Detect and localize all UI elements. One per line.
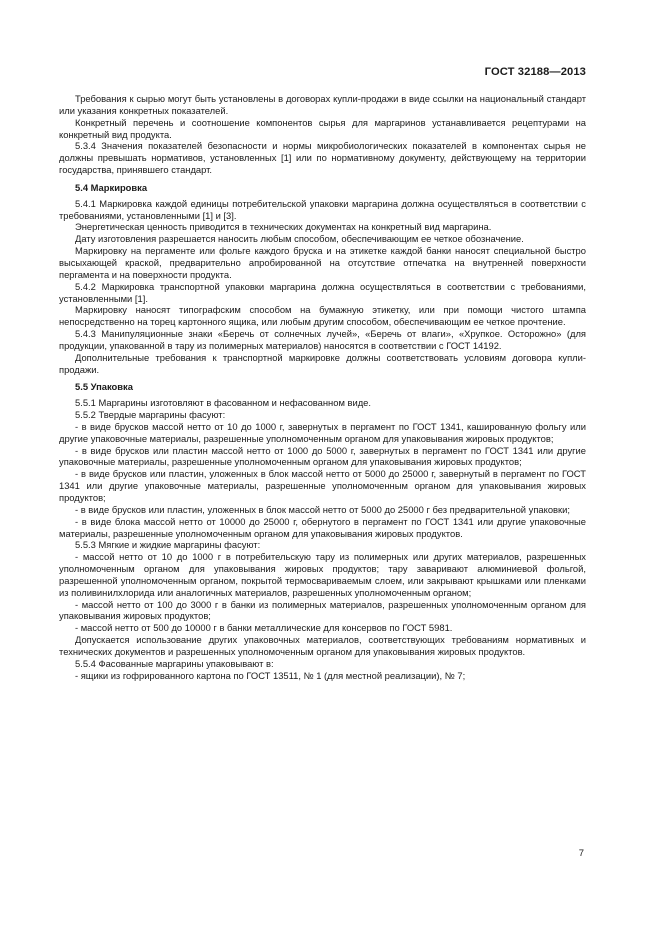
paragraph: 5.5.3 Мягкие и жидкие маргарины фасуют: bbox=[75, 539, 261, 551]
paragraph: Конкретный перечень и соотношение компонентов сырья для маргаринов устанавливается рецептурами на конкретный вид продукта. bbox=[59, 116, 586, 140]
paragraph: Допускается использование других упаковочных материалов, соответствующих требованиям нормативных и технических документов и разрешенных уполномоченным органом для упаковывания жировых продуктов. bbox=[59, 634, 586, 657]
paragraph: 5.4.1 Маркировка каждой единицы потребительской упаковки маргарина должна осуществляться в соответствии с требованиями, установленными [1] и [3]. bbox=[59, 197, 586, 221]
paragraph: Маркировку на пергаменте или фольге каждого бруска и на этикетке каждой банки наносят специальной быстро высыхающей краской, предварительно апробированной на отсутствие отпечатка на внутренней поверхности пергамента и на поверхности продукта. bbox=[59, 245, 586, 280]
paragraph: 5.4.3 Манипуляционные знаки «Беречь от солнечных лучей», «Беречь от влаги», «Хрупкое. Осторожно» (для продукции, упакованной в тару из полимерных материалов) наносятся в соответствии с ГОСТ 14192. bbox=[59, 328, 586, 351]
list-item: - в виде брусков или пластин массой нетто от 1000 до 5000 г, завернутых в пергамент по ГОСТ 1341 или другие упаковочные материалы, разрешенные уполномоченным органом для упаковывания жировых продуктов; bbox=[59, 444, 586, 468]
paragraph: 5.5.2 Твердые маргарины фасуют: bbox=[75, 409, 226, 421]
list-item: - ящики из гофрированного картона по ГОСТ 13511, № 1 (для местной реализации), № 7; bbox=[75, 669, 466, 681]
paragraph: 5.4.2 Маркировка транспортной упаковки маргарина должна осуществляться в соответствии с требованиями, установленными [1]. bbox=[59, 280, 586, 304]
paragraph: 5.5.1 Маргарины изготовляют в фасованном и нефасованном виде. bbox=[75, 397, 371, 409]
standard-header: ГОСТ 32188—2013 bbox=[484, 66, 586, 78]
paragraph: 5.5.4 Фасованные маргарины упаковывают в: bbox=[75, 657, 274, 669]
list-item: - в виде брусков массой нетто от 10 до 1000 г, завернутых в пергамент по ГОСТ 1341, кашированную фольгу или другие упаковочные материалы, разрешенные уполномоченным органом для упаковывания жировых продуктов; bbox=[59, 420, 586, 444]
paragraph: 5.3.4 Значения показателей безопасности и нормы микробиологических показателей в компонентах сырья не должны превышать нормативов, установленных [1] или по нормативному документу, действующему на территории государства, принявшего стандарт. bbox=[59, 140, 586, 176]
paragraph: Требования к сырью могут быть установлены в договорах купли-продажи в виде ссылки на национальный стандарт или указания конкретных показателей. bbox=[59, 93, 586, 116]
list-item: - в виде брусков или пластин, уложенных в блок массой нетто от 5000 до 25000 г, завернутый в пергамент по ГОСТ 1341 или другие упаковочные материалы, разрешенные уполномоченным органом для упаковывания жировых продуктов; bbox=[59, 468, 586, 503]
paragraph: Маркировку наносят типографским способом на бумажную этикетку, или при помощи чистого штампа непосредственно на торец картонного ящика, или любым другим способом, обеспечивающим ее четкое прочтение. bbox=[59, 304, 586, 328]
list-item: - массой нетто от 10 до 1000 г в потребительскую тару из полимерных или других материалов, разрешенных уполномоченным органом для упаковывания жировых продуктов; тару заваривают алюминиевой фольгой, разрешенной уполномоченным органом, покрытой термосвариваемым слоем, или закрывают крышками или пленками из поливинилхлорида или аналогичных материалов, разрешенных уполномоченным органом; bbox=[59, 551, 586, 598]
paragraph: Дополнительные требования к транспортной маркировке должны соответствовать условиям договора купли-продажи. bbox=[59, 351, 586, 375]
list-item: - массой нетто от 500 до 10000 г в банки металлические для консервов по ГОСТ 5981. bbox=[75, 622, 453, 634]
paragraph: Энергетическая ценность приводится в технических документах на конкретный вид маргарина. bbox=[75, 221, 492, 233]
paragraph: Дату изготовления разрешается наносить любым способом, обеспечивающим ее четкое обозначение. bbox=[75, 233, 524, 245]
document-body bbox=[59, 93, 586, 682]
section-heading-marking: 5.4 Маркировка bbox=[75, 181, 148, 193]
list-item: - в виде блока массой нетто от 10000 до 25000 г, обернутого в пергамент по ГОСТ 1341 или другие упаковочные материалы, разрешенные уполномоченным органом для упаковывания жировых продуктов. bbox=[59, 515, 586, 539]
list-item: - массой нетто от 100 до 3000 г в банки из полимерных материалов, разрешенных уполномоченным органом для упаковывания жировых продуктов; bbox=[59, 598, 586, 622]
page-number: 7 bbox=[578, 848, 584, 859]
list-item: - в виде брусков или пластин, уложенных в блок массой нетто от 5000 до 25000 г без предварительной упаковки; bbox=[75, 503, 570, 515]
section-heading-packaging: 5.5 Упаковка bbox=[75, 381, 133, 393]
